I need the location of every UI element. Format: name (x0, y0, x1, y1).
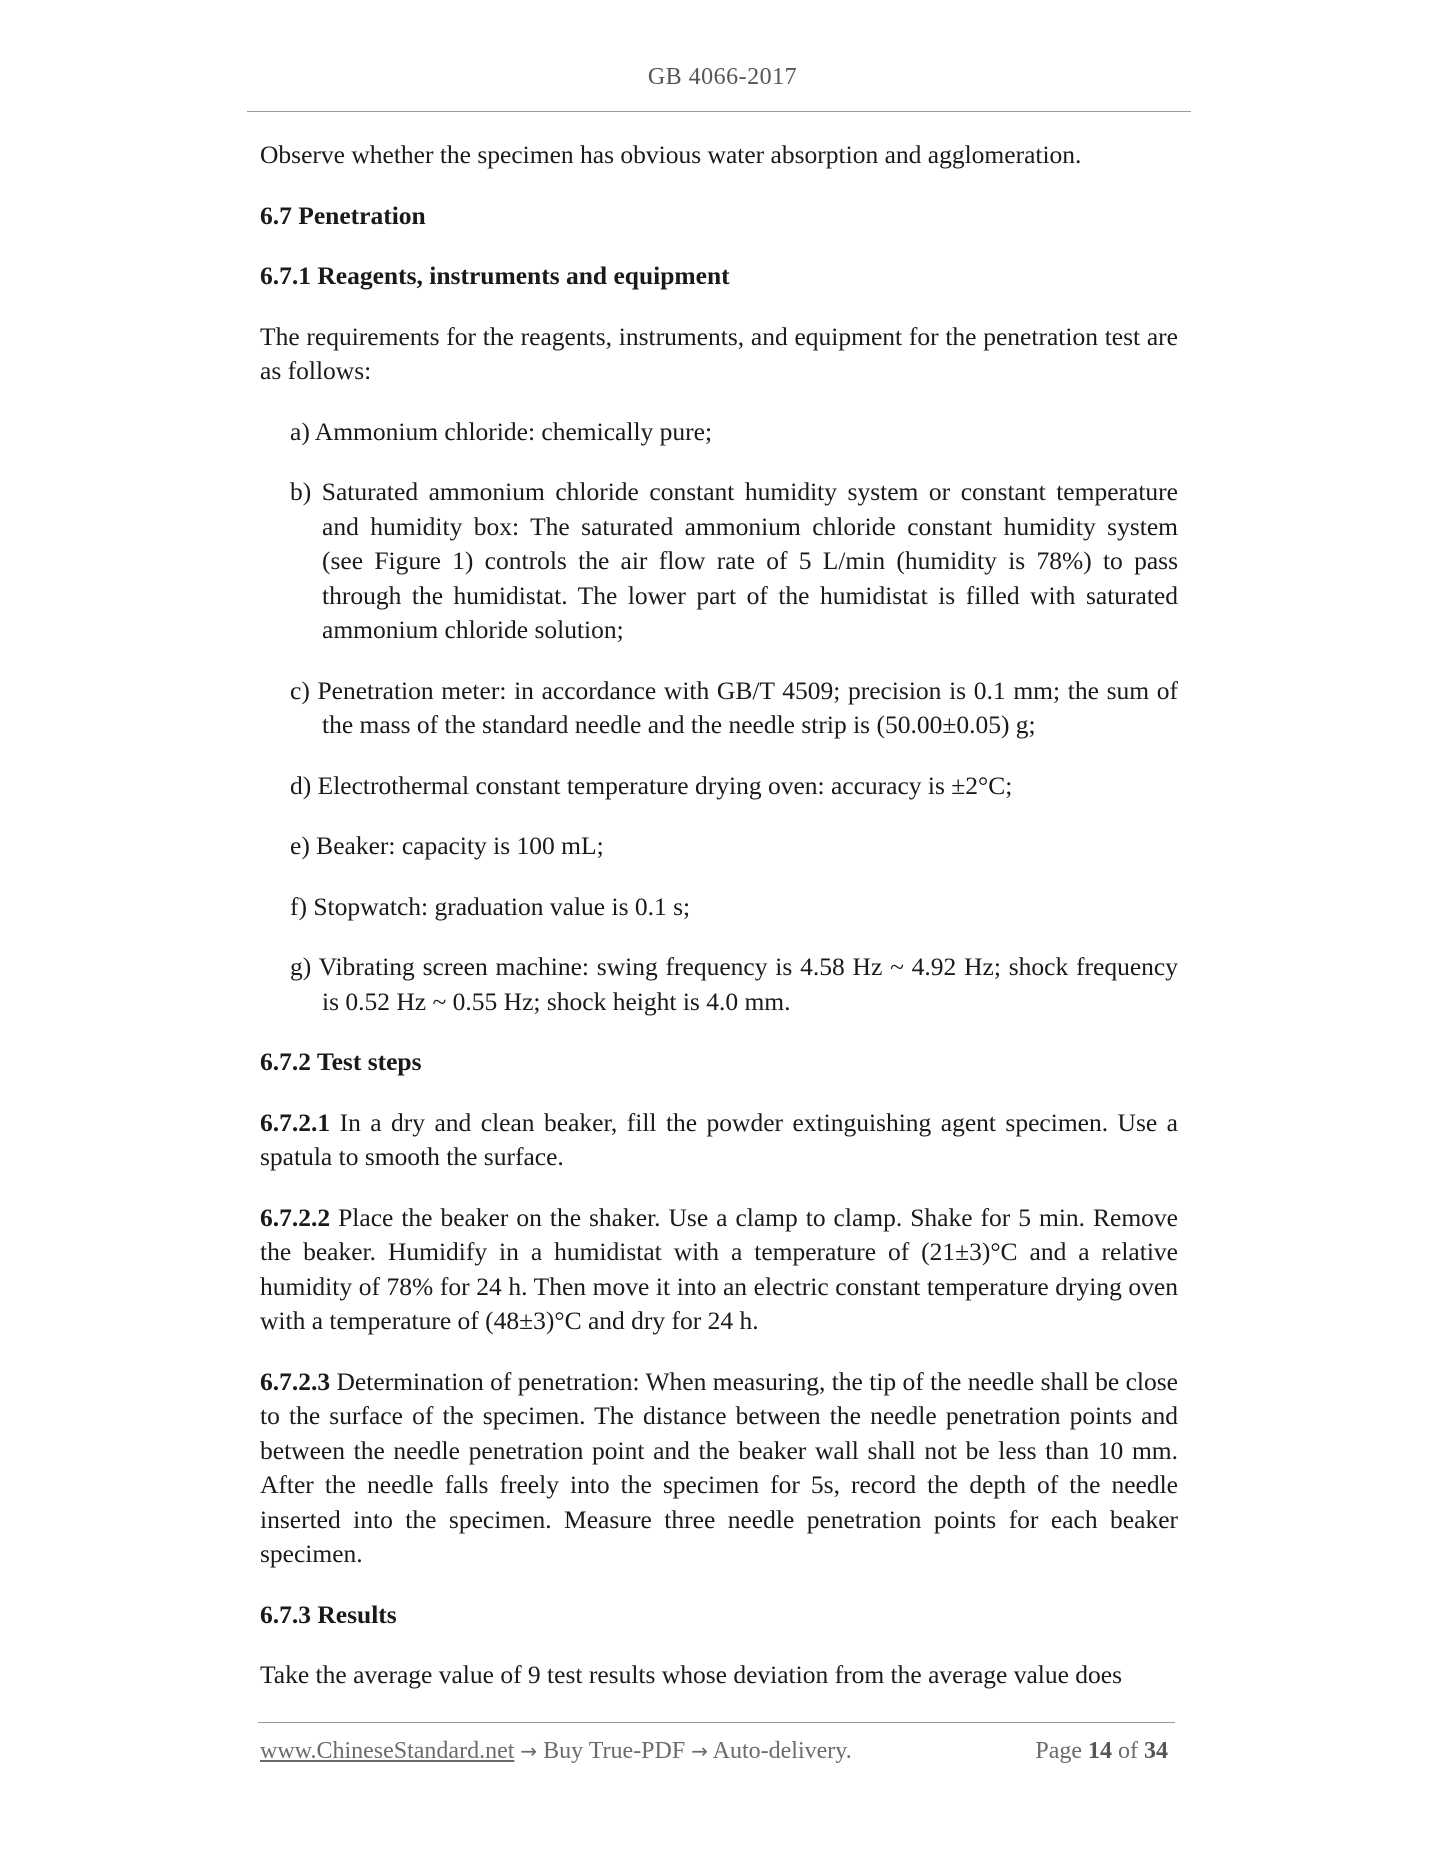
list-item: d) Electrothermal constant temperature drying oven: accuracy is ±2°C; (290, 770, 1013, 800)
step-text: In a dry and clean beaker, fill the powder extinguishing agent specimen. Use a spatula to smooth the surface. (260, 1107, 1178, 1171)
reagents-intro-paragraph: The requirements for the reagents, instruments, and equipment for the penetration test are as follows: (260, 321, 1178, 385)
subsection-title-reagents: 6.7.1 Reagents, instruments and equipment (260, 261, 730, 290)
page-header: GB 4066-2017 (647, 64, 798, 90)
document-body (260, 138, 1178, 1719)
subsection-title-test-steps: 6.7.2 Test steps (260, 1047, 422, 1076)
step-text: Place the beaker on the shaker. Use a clamp to clamp. Shake for 5 min. Remove the beaker. Humidify in a humidistat with a temperature of (21±3)°C and a relative humidity of 78% for 24 h. Then move it into an electric constant temperature drying oven with a temperature of (48±3)°C and dry for 24 h. (260, 1202, 1178, 1335)
section-title: 6.7 Penetration (260, 200, 426, 230)
results-paragraph: Take the average value of 9 test results whose deviation from the average value does (260, 1660, 1123, 1689)
list-item: f) Stopwatch: graduation value is 0.1 s; (290, 891, 691, 921)
list-item: b) Saturated ammonium chloride constant humidity system or constant temperature and humidity box: The saturated ammonium chloride constant humidity system (see Figure 1) controls the air flow rate of 5 L/min (humidity is 78%) to pass through the humidistat. The lower part of the humidistat is filled with saturated ammonium chloride solution; (290, 477, 1178, 644)
step-paragraph (260, 1201, 1178, 1339)
subsection-title-results: 6.7.3 Results (260, 1599, 397, 1629)
header-divider (247, 111, 1191, 112)
footer-divider (258, 1722, 1175, 1723)
footer-promo (260, 1738, 852, 1765)
step-number: 6.7.2.3 (260, 1366, 331, 1396)
of-label: of (1118, 1738, 1138, 1764)
site-link[interactable]: www.ChineseStandard.net (260, 1738, 515, 1764)
step-paragraph (260, 1365, 1178, 1572)
page-counter (1035, 1738, 1172, 1765)
step-number: 6.7.2.2 (260, 1202, 331, 1232)
intro-paragraph: Observe whether the specimen has obvious water absorption and agglomeration. (260, 140, 1082, 169)
page-total: 34 (1144, 1738, 1168, 1764)
arrow-right-icon: → (520, 1739, 538, 1763)
buy-text: Buy True-PDF (537, 1738, 692, 1764)
list-item: c) Penetration meter: in accordance with GB/T 4509; precision is 0.1 mm; the sum of the mass of the standard needle and the needle strip is (50.00±0.05) g; (290, 675, 1178, 739)
page-label: Page (1035, 1738, 1082, 1764)
list-item: g) Vibrating screen machine: swing frequency is 4.58 Hz ~ 4.92 Hz; shock frequency is 0.52 Hz ~ 0.55 Hz; shock height is 4.0 mm. (290, 952, 1178, 1016)
delivery-text: Auto-delivery. (707, 1738, 852, 1764)
page-number: 14 (1088, 1738, 1112, 1764)
step-text: Determination of penetration: When measuring, the tip of the needle shall be close to the surface of the specimen. The distance between the needle penetration points and between the needle penetration point and the beaker wall shall not be less than 10 mm. After the needle falls freely into the specimen for 5s, record the depth of the needle inserted into the specimen. Measure three needle penetration points for each beaker specimen. (260, 1366, 1178, 1568)
step-number: 6.7.2.1 (260, 1107, 331, 1137)
list-item: a) Ammonium chloride: chemically pure; (290, 416, 713, 446)
page-footer (260, 1738, 1172, 1765)
list-item: e) Beaker: capacity is 100 mL; (290, 831, 604, 860)
arrow-right-icon: → (691, 1739, 708, 1763)
step-paragraph (260, 1106, 1178, 1175)
